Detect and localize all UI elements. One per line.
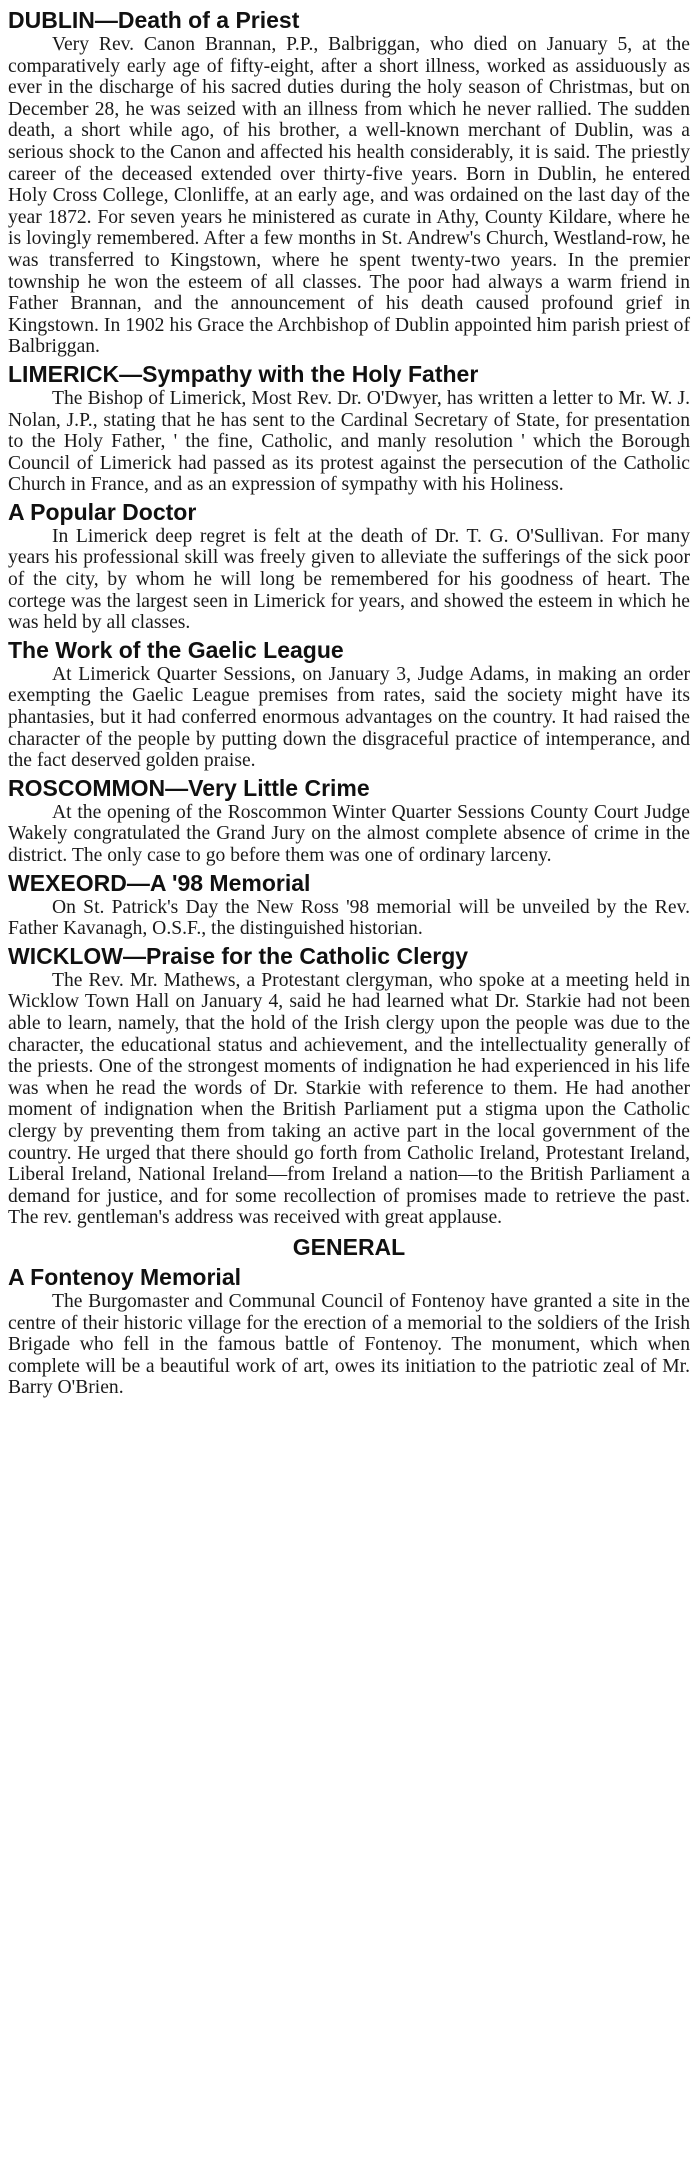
article-heading-popular-doctor: A Popular Doctor: [8, 498, 197, 525]
article-body-wexford: On St. Patrick's Day the New Ross '98 memorial will be unveiled by the Rev. Father Kavanagh, O.S.F., the distinguished historian.: [8, 896, 690, 940]
section-title-general: GENERAL: [292, 1233, 406, 1260]
article-heading-fontenoy: A Fontenoy Memorial: [8, 1263, 241, 1290]
article-body-roscommon: At the opening of the Roscommon Winter Quarter Sessions County Court Judge Wakely congratulated the Grand Jury on the almost complete absence of crime in the district. The only case to go before them was one of ordinary larceny.: [8, 801, 690, 866]
article-body-wicklow: The Rev. Mr. Mathews, a Protestant clergyman, who spoke at a meeting held in Wicklow Town Hall on January 4, said he had learned what Dr. Starkie had not been able to learn, namely, that the hold of the Irish clergy upon the people was due to the character, the educational status and achievement, and the intellectuality generally of the priests. One of the strongest moments of indignation he had experienced in his life was when he read the words of Dr. Starkie with reference to them. He had another moment of indignation when the British Parliament put a stigma upon the Catholic clergy by preventing them from taking an active part in the local government of the country. He urged that there should go forth from Catholic Ireland, Protestant Ireland, Liberal Ireland, National Ireland—from Ireland a nation—to the British Parliament a demand for justice, and for some recollection of promises made to retrieve the past. The rev. gentleman's address was received with great applause.: [8, 969, 690, 1229]
article-heading-wexford: WEXEORD—A '98 Memorial: [8, 869, 311, 896]
article-heading-limerick-sympathy: LIMERICK—Sympathy with the Holy Father: [8, 360, 479, 387]
article-body-dublin: Very Rev. Canon Brannan, P.P., Balbriggan, who died on January 5, at the comparatively early age of fifty-eight, after a short illness, worked as assiduously as ever in the discharge of his sacred duties during the holy season of Christmas, but on December 28, he was seized with an illness from which he never rallied. The sudden death, a short while ago, of his brother, a well-known merchant of Dublin, was a serious shock to the Canon and affected his health considerably, it is said. The priestly career of the deceased extended over thirty-five years. Born in Dublin, he entered Holy Cross College, Clonliffe, at an early age, and was ordained on the last day of the year 1872. For seven years he ministered as curate in Athy, County Kildare, where he is lovingly remembered. After a few months in St. Andrew's Church, Westland-row, he was transferred to Kingstown, where he spent twenty-two years. In the premier township he won the esteem of all classes. The poor had always a warm friend in Father Brannan, and the announcement of his death caused profound grief in Kingstown. In 1902 his Grace the Archbishop of Dublin appointed him parish priest of Balbriggan.: [8, 34, 690, 358]
article-body-gaelic-league: At Limerick Quarter Sessions, on January 3, Judge Adams, in making an order exempting the Gaelic League premises from rates, said the society might have its phantasies, but it had conferred enormous advantages on the country. It had raised the character of the people by putting down the disgraceful practice of intemperance, and the fact deserved golden praise.: [8, 663, 690, 772]
article-body-limerick-sympathy: The Bishop of Limerick, Most Rev. Dr. O'Dwyer, has written a letter to Mr. W. J. Nolan, J.P., stating that he has sent to the Cardinal Secretary of State, for presentation to the Holy Father, ' the fine, Catholic, and manly resolution ' which the Borough Council of Limerick had passed as its protest against the persecution of the Catholic Church in France, and as an expression of sympathy with his Holiness.: [8, 387, 690, 496]
article-body-fontenoy: The Burgomaster and Communal Council of Fontenoy have granted a site in the centre of their historic village for the erection of a memorial to the soldiers of the Irish Brigade who fell in the famous battle of Fontenoy. The monument, which when complete will be a beautiful work of art, owes its initiation to the patriotic zeal of Mr. Barry O'Brien.: [8, 1290, 690, 1399]
article-heading-roscommon: ROSCOMMON—Very Little Crime: [8, 774, 370, 801]
article-heading-gaelic-league: The Work of the Gaelic League: [8, 636, 344, 663]
article-heading-wicklow: WICKLOW—Praise for the Catholic Clergy: [8, 942, 469, 969]
article-body-popular-doctor: In Limerick deep regret is felt at the death of Dr. T. G. O'Sullivan. For many years his professional skill was freely given to alleviate the sufferings of the sick poor of the city, by whom he will long be remembered for his goodness of heart. The cortege was the largest seen in Limerick for years, and showed the esteem in which he was held by all classes.: [8, 525, 690, 634]
article-heading-dublin: DUBLIN—Death of a Priest: [8, 7, 300, 33]
